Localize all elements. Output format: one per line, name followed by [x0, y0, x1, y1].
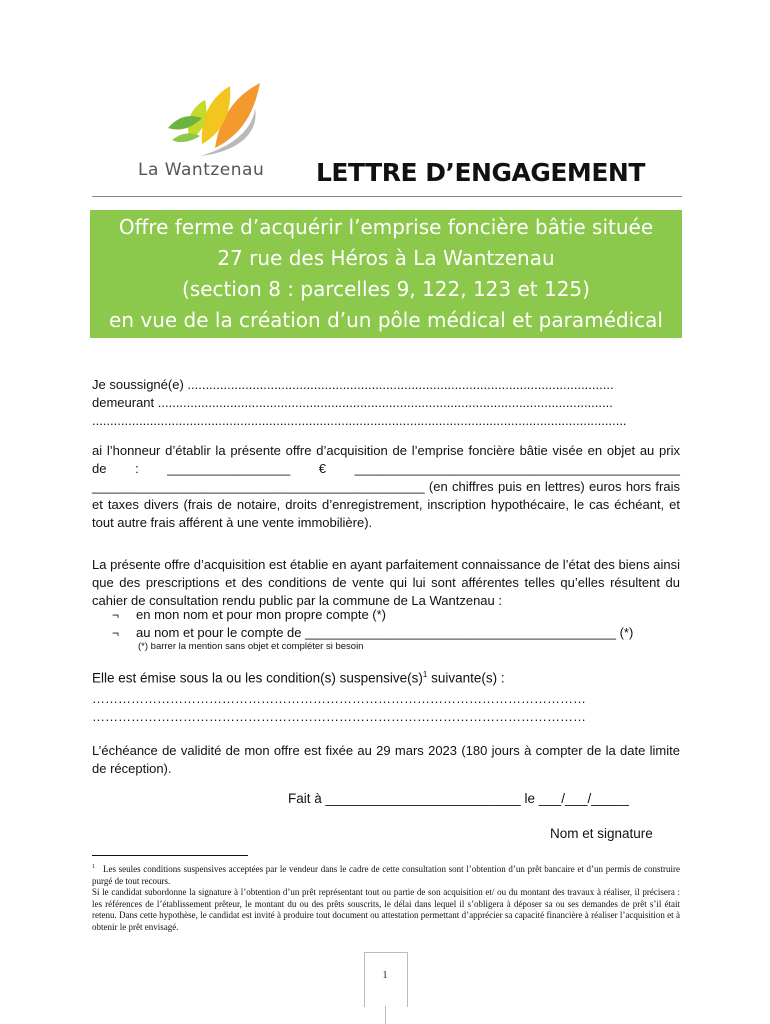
- option-text: en mon nom et pour mon propre compte (*): [136, 607, 387, 622]
- offer-line: Offre ferme d’acquérir l’emprise foncière bâtie située: [118, 215, 654, 239]
- deadline-paragraph: L’échéance de validité de mon offre est fixée au 29 mars 2023 (180 jours à compter de la date limite de réception).: [92, 743, 680, 776]
- price-paragraph: ai l’honneur d’établir la présente offre d’acquisition de l’emprise foncière bâtie visée en objet au prix de : _________________ € _____________________________________________ ______________________________________________ (en chiffres puis en lettres) euros hors frais et taxes divers (frais de notaire, droits d’enregistrement, inscription hypothécaire, le cas échéant, et tout autre frais afférent à une vente immobilière).: [92, 443, 680, 530]
- offer-line: 27 rue des Héros à La Wantzenau: [217, 246, 555, 270]
- conditions-title-suffix: suivante(s) :: [427, 670, 505, 686]
- offer-line: (section 8 : parcelles 9, 122, 123 et 125): [182, 277, 590, 301]
- footnote-text: Les seules conditions suspensives acceptées par le vendeur dans le cadre de cette consultation sont l’obtention d’un prêt bancaire et d’un permis de construire purgé de tout recours.: [92, 864, 680, 886]
- option-text: au nom et pour le compte de ___________________________________________ (*): [136, 625, 634, 640]
- offer-line: en vue de la création d’un pôle médical et paramédical: [109, 308, 663, 332]
- bullet-icon: ¬: [112, 608, 120, 622]
- knowledge-paragraph: La présente offre d’acquisition est établie en ayant parfaitement connaissance de l’état des biens ainsi que des prescriptions et des conditions de vente qui lui sont afférentes telles qu’elles résultent du cahier de consultation rendu public par la commune de La Wantzenau :: [92, 557, 680, 608]
- footnote-number: 1: [92, 864, 95, 870]
- footnote-divider: [92, 855, 248, 856]
- signer-block: [92, 376, 678, 430]
- page-number-stem: [385, 1006, 386, 1024]
- leaf-logo-icon: [160, 78, 270, 158]
- condition-line[interactable]: ……………………………………………………………………………………………………: [92, 691, 586, 706]
- place-date-line[interactable]: Fait à __________________________ le ___/___/_____: [288, 791, 629, 806]
- footnote-ref: 1: [422, 670, 428, 679]
- conditions-title: [92, 670, 505, 686]
- option-note: (*) barrer la mention sans objet et compléter si besoin: [138, 641, 364, 652]
- footnote: [92, 862, 680, 933]
- offer-banner: [90, 210, 682, 338]
- condition-line[interactable]: ……………………………………………………………………………………………………: [92, 709, 586, 724]
- footnote-paragraph: [92, 862, 680, 887]
- signer-name-line[interactable]: Je soussigné(e) ......................................................................................................................: [92, 377, 614, 392]
- logo-text: La Wantzenau: [138, 160, 265, 180]
- signer-address-line[interactable]: demeurant ..............................................................................................................................: [92, 395, 613, 410]
- conditions-title-text: Elle est émise sous la ou les condition(s) suspensive(s): [92, 670, 423, 686]
- header-divider: [92, 196, 682, 197]
- document-title: LETTRE D’ENGAGEMENT: [316, 158, 645, 187]
- signer-address-line-2[interactable]: ....................................................................................................................................................: [92, 413, 627, 428]
- footnote-paragraph: Si le candidat subordonne la signature à l’obtention d’un prêt représentant tout ou partie de son acquisition et/ ou du montant des travaux à réaliser, il précisera : les références de l’établissement prêteur, le montant du ou des prêts souscrits, le délai dans lequel il s’obligera à déposer sa ou ses demandes de prêt s’il était retenu. Dans cette hypothèse, le candidat est invité à produire tout document ou attestation permettant d’apprécier sa capacité financière à réaliser l’acquisition et à obtenir le prêt envisagé.: [92, 887, 680, 932]
- page-number: 1: [382, 970, 388, 981]
- la-wantzenau-logo: [160, 78, 270, 158]
- bullet-icon: ¬: [112, 626, 120, 640]
- option-third-party[interactable]: [112, 624, 633, 642]
- option-own-account[interactable]: [112, 606, 386, 624]
- signature-label: Nom et signature: [550, 826, 653, 841]
